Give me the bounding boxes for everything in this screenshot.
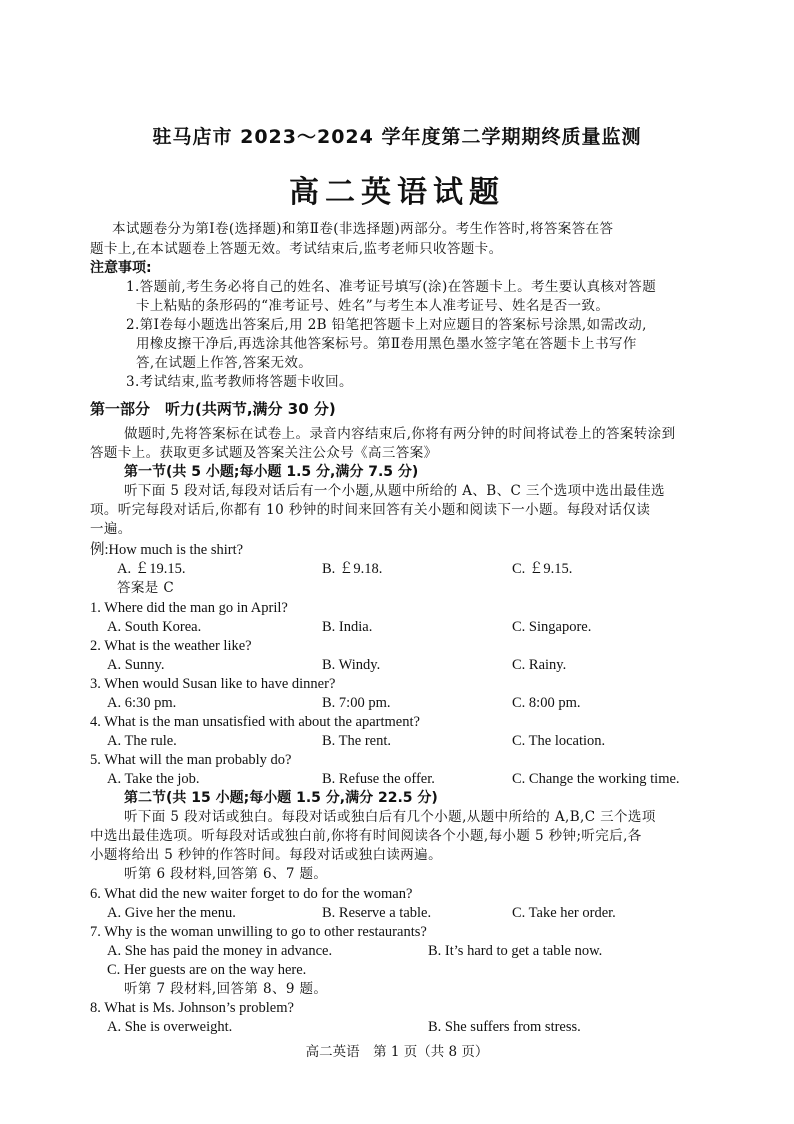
intro-line-1: 本试题卷分为第Ⅰ卷(选择题)和第Ⅱ卷(非选择题)两部分。考生作答时,将答案答在答 (112, 221, 614, 237)
question-7-option-a: A. She has paid the money in advance. (107, 943, 333, 959)
notice-item: 2.第Ⅰ卷每小题选出答案后,用 2B 铅笔把答题卡上对应题目的答案标号涂黑,如需改动, (126, 317, 647, 333)
question-5-option-b: B. Refuse the offer. (322, 771, 435, 787)
section1-instruction: 一遍。 (90, 521, 132, 537)
question-8-option-a: A. She is overweight. (107, 1019, 233, 1035)
example-option-a: A. ￡19.15. (117, 561, 186, 577)
part1-heading: 第一部分 听力(共两节,满分 30 分) (90, 400, 336, 418)
material-6-note: 听第 6 段材料,回答第 6、7 题。 (124, 866, 328, 882)
question-6: 6. What did the new waiter forget to do for the woman? (90, 886, 413, 902)
question-2-option-a: A. Sunny. (107, 657, 165, 673)
question-6-option-c: C. Take her order. (512, 905, 616, 921)
section2-instruction: 中选出最佳选项。听每段对话或独白前,你将有时间阅读各个小题,每小题 5 秒钟;听完后,各 (90, 828, 642, 844)
question-2-option-c: C. Rainy. (512, 657, 567, 673)
notice-item: 1.答题前,考生务必将自己的姓名、准考证号填写(涂)在答题卡上。考生要认真核对答题 (126, 279, 657, 295)
question-5-option-a: A. Take the job. (107, 771, 200, 787)
question-7-option-c: C. Her guests are on the way here. (107, 962, 307, 978)
question-1: 1. Where did the man go in April? (90, 600, 288, 616)
question-5-option-c: C. Change the working time. (512, 771, 680, 787)
part1-instruction: 答题卡上。获取更多试题及答案关注公众号《高三答案》 (90, 445, 438, 461)
section1-instruction: 项。听完每段对话后,你都有 10 秒钟的时间来回答有关小题和阅读下一小题。每段对话仅读 (90, 502, 651, 518)
question-3-option-c: C. 8:00 pm. (512, 695, 581, 711)
part1-instruction: 做题时,先将答案标在试卷上。录音内容结束后,你将有两分钟的时间将试卷上的答案转涂到 (124, 426, 676, 442)
notice-item: 答,在试题上作答,答案无效。 (136, 355, 313, 371)
notice-item: 卡上粘贴的条形码的“准考证号、姓名”与考生本人准考证号、姓名是否一致。 (136, 298, 610, 314)
notice-heading: 注意事项: (90, 260, 152, 276)
notice-item: 用橡皮擦干净后,再选涂其他答案标号。第Ⅱ卷用黑色墨水签字笔在答题卡上书写作 (136, 336, 637, 352)
section2-heading: 第二节(共 15 小题;每小题 1.5 分,满分 22.5 分) (124, 790, 438, 806)
example-answer: 答案是 C (117, 580, 175, 596)
question-2: 2. What is the weather like? (90, 638, 252, 654)
example-question: 例:How much is the shirt? (90, 542, 244, 558)
question-2-option-b: B. Windy. (322, 657, 381, 673)
section1-instruction: 听下面 5 段对话,每段对话后有一个小题,从题中所给的 A、B、C 三个选项中选出最佳选 (124, 483, 665, 499)
section2-instruction: 小题将给出 5 秒钟的作答时间。每段对话或独白读两遍。 (90, 847, 442, 863)
question-6-option-b: B. Reserve a table. (322, 905, 432, 921)
question-1-option-b: B. India. (322, 619, 373, 635)
question-3-option-a: A. 6:30 pm. (107, 695, 177, 711)
example-option-b: B. ￡9.18. (322, 561, 383, 577)
question-6-option-a: A. Give her the menu. (107, 905, 236, 921)
question-7: 7. Why is the woman unwilling to go to other restaurants? (90, 924, 427, 940)
question-8-option-b: B. She suffers from stress. (428, 1019, 581, 1035)
intro-line-2: 题卡上,在本试题卷上答题无效。考试结束后,监考老师只收答题卡。 (90, 241, 503, 257)
exam-header-title: 驻马店市 2023～2024 学年度第二学期期终质量监测 (152, 126, 642, 148)
question-8: 8. What is Ms. Johnson’s problem? (90, 1000, 294, 1016)
section1-heading: 第一节(共 5 小题;每小题 1.5 分,满分 7.5 分) (124, 464, 419, 480)
section2-instruction: 听下面 5 段对话或独白。每段对话或独白后有几个小题,从题中所给的 A,B,C 三个选项 (124, 809, 656, 825)
question-5: 5. What will the man probably do? (90, 752, 292, 768)
example-option-c: C. ￡9.15. (512, 561, 573, 577)
notice-item: 3.考试结束,监考教师将答题卡收回。 (126, 374, 353, 390)
question-4-option-a: A. The rule. (107, 733, 177, 749)
question-4-option-c: C. The location. (512, 733, 606, 749)
question-1-option-c: C. Singapore. (512, 619, 592, 635)
question-4: 4. What is the man unsatisfied with about the apartment? (90, 714, 420, 730)
question-1-option-a: A. South Korea. (107, 619, 202, 635)
question-4-option-b: B. The rent. (322, 733, 391, 749)
question-3-option-b: B. 7:00 pm. (322, 695, 391, 711)
question-7-option-b: B. It’s hard to get a table now. (428, 943, 603, 959)
paper-title: 高二英语试题 (289, 175, 505, 210)
question-3: 3. When would Susan like to have dinner? (90, 676, 336, 692)
page-footer: 高二英语 第 1 页（共 8 页） (305, 1044, 489, 1060)
material-7-note: 听第 7 段材料,回答第 8、9 题。 (124, 981, 328, 997)
